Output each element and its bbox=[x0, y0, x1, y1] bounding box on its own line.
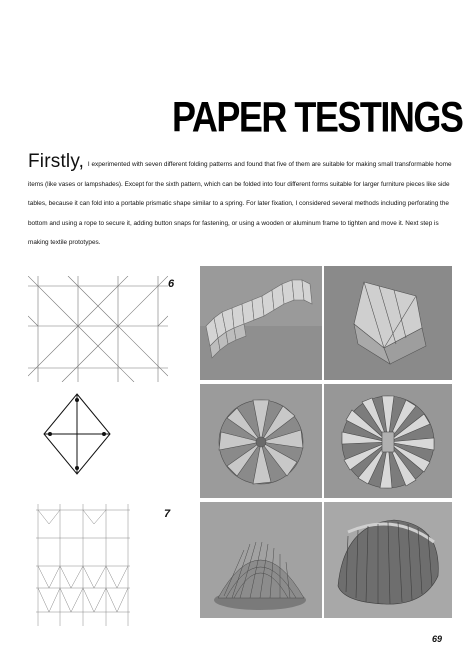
photo-pleated-dome bbox=[200, 502, 322, 618]
intro-paragraph bbox=[28, 152, 452, 253]
pattern-7-crease-diagram bbox=[36, 504, 130, 626]
photo-pleated-lantern bbox=[324, 502, 452, 618]
photo-star-fold-b bbox=[324, 384, 452, 498]
intro-body-text: I experimented with seven different folding patterns and found that five of them are suitable for making small transformable home items (like vases or lampshades). Except for the sixth pattern, which can be folded into four different forms suitable for larger furniture pieces like side tables, because it can fold into a portable prismatic shape similar to a spring. For later fixation, I considered several methods including perforating the bottom and using a rope to secure it, adding button snaps for fastening, or using a wooden or aluminum frame to tighten and move it. Next step is making textile prototypes. bbox=[28, 161, 452, 247]
photo-compact-fold bbox=[324, 266, 452, 380]
page-number: 69 bbox=[432, 634, 443, 644]
pattern-label-7: 7 bbox=[164, 508, 171, 520]
diamond-fold-diagram bbox=[42, 392, 112, 476]
photo-star-fold-a bbox=[200, 384, 322, 498]
page-title: PAPER TESTINGS bbox=[172, 92, 463, 141]
pattern-label-6: 6 bbox=[168, 278, 175, 290]
photo-spring-fold bbox=[200, 266, 322, 380]
intro-lead-word: Firstly, bbox=[28, 151, 85, 172]
pattern-6-crease-diagram bbox=[28, 276, 168, 382]
